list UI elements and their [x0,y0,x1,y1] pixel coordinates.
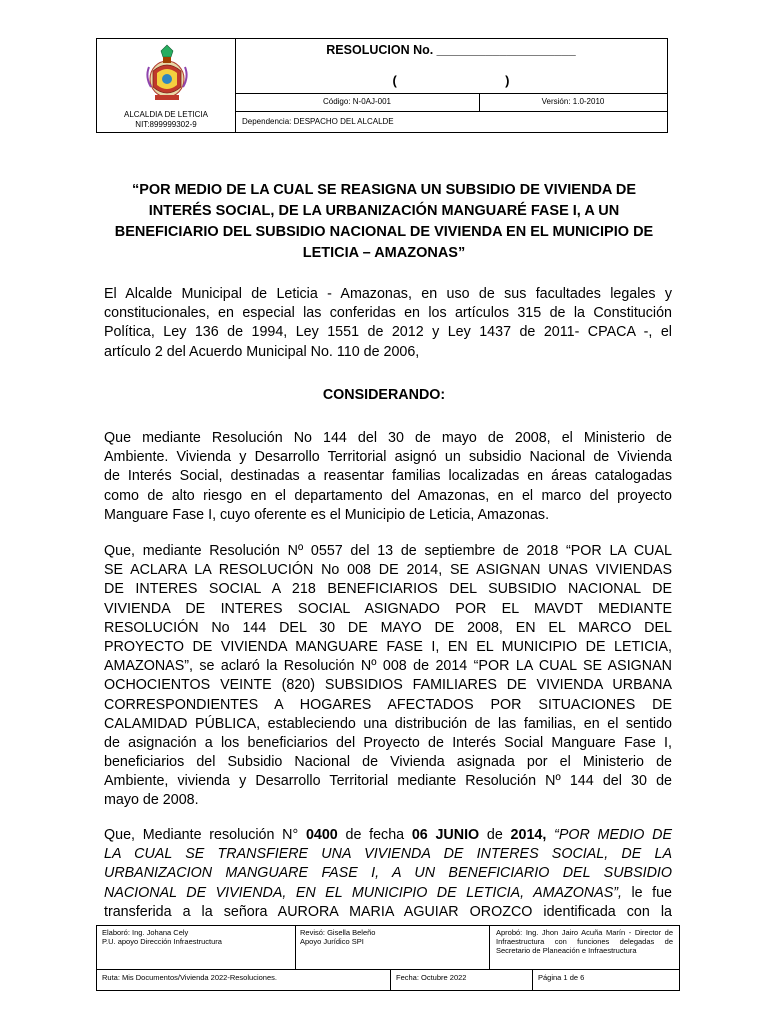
text-run: de fecha [337,827,412,843]
dependency: Dependencia: DESPACHO DEL ALCALDE [242,117,394,126]
text-line: CORRESPONDIENTES A HOGARES AFECTADOS POR SITUACIONES DE [104,696,672,713]
text-line: CALAMIDAD PÚBLICA, estableciendo una distribución de las familias, en el sentido [104,715,672,732]
quote-italic: “POR MEDIO DE [546,827,672,843]
title-line: BENEFICIARIO DEL SUBSIDIO NACIONAL DE VIVIENDA EN EL MUNICIPIO DE [114,224,654,240]
code-row [235,93,667,112]
text-line: RESOLUCIÓN No 144 DEL 30 DE MAYO DE 2008, EN EL MARCO DEL [104,619,672,636]
elaboro-cell [97,926,296,969]
paragraph-3 [104,826,672,922]
resolution-title [100,180,668,264]
text-line: como de alto riesgo en el departamento del Amazonas, en el marco del proyecto [104,487,672,504]
document-code: Código: N-0AJ-001 [235,93,480,111]
reviso-name: Revisó: Gisella Beleño [300,928,376,937]
text-line: SE ACLARA LA RESOLUCIÓN No 008 DE 2014, SE ASIGNAN UNAS VIVIENDAS [104,562,672,579]
text-line: beneficiarios del Subsidio Nacional de Vivienda asignada por el Ministerio de [104,754,672,771]
elaboro-name: Elaboró: Ing. Johana Cely [102,928,189,937]
elaboro-role: P.U. apoyo Dirección Infraestructura [102,937,222,946]
reviso-cell [296,926,490,969]
text-line: Ambiente, vivienda y Desarrollo Territorial mediante Resolución Nº 144 del 30 de [104,773,672,790]
resolution-number-bold: 0400 [305,827,338,843]
text-line: Ambiente. Vivienda y Desarrollo Territorial asignó un subsidio Nacional de Vivienda [104,449,672,466]
municipal-seal-icon [143,43,191,103]
considerando-heading: CONSIDERANDO: [322,387,446,403]
document-footer [96,925,680,991]
title-line: “POR MEDIO DE LA CUAL SE REASIGNA UN SUBSIDIO DE VIVIENDA DE [131,182,637,198]
text-line: Política, Ley 136 de 1994, Ley 1551 de 2012 y Ley 1437 de 2011- CPACA -, el [104,324,672,341]
paragraph-2 [104,542,672,811]
text-line: OCHOCIENTOS VEINTE (820) SUBSIDIOS FAMILIARES DE VIVIENDA URBANA [104,677,672,694]
text-run: Que, Mediante resolución N° [104,827,306,843]
quote-italic: NACIONAL DE VIVIENDA, EN EL MUNICIPIO DE LETICIA, AMAZONAS”, [104,884,623,901]
text-line: Que, mediante Resolución Nº 0557 del 13 de septiembre de 2018 “POR LA CUAL [104,543,672,559]
text-line: transferida a la señora AURORA MARIA AGUIAR OROZCO identificada con la [104,903,672,920]
title-line: LETICIA – AMAZONAS” [302,245,466,261]
text-line: El Alcalde Municipal de Leticia - Amazonas, en uso de sus facultades legales y [104,286,672,302]
text-line: VIVIENDA DE INTERES SOCIAL ASIGNADO POR EL MAVDT MEDIANTE [104,600,672,617]
text-line: artículo 2 del Acuerdo Municipal No. 110 de 2006, [104,343,420,360]
text-line: DE INTERES SOCIAL A 218 BENEFICIARIOS DEL SUBSIDIO NACIONAL DE [104,581,672,598]
text-line [104,845,672,864]
document-header [96,38,668,133]
text-line: PROYECTO DE VIVIENDA MANGUARE FASE I, EN EL MUNICIPIO DE LETICIA, [104,638,672,655]
aprobo-cell: Aprobó: Ing. Jhon Jairo Acuña Marín - Director de Infraestructura con funciones delegadas de Secretario de Planeación e Infraestructura [496,928,673,955]
intro-paragraph [104,285,672,362]
footer-date: Fecha: Octubre 2022 [391,970,533,991]
resolution-row [235,39,667,94]
date-bold: 06 JUNIO [411,827,480,843]
text-run: de [479,827,511,843]
text-line [104,864,672,883]
text-line: Que mediante Resolución No 144 del 30 de mayo de 2008, el Ministerio de [104,430,672,446]
text-line: AMAZONAS”, se aclaró la Resolución Nº 008 de 2014 “POR LA CUAL SE ASIGNAN [104,658,672,675]
text-line: de asignación a los beneficiarios del Proyecto de Interés Social Manguare Fase I, [104,734,672,751]
file-path: Ruta: Mis Documentos/Vivienda 2022-Resoluciones. [97,970,391,991]
title-line: INTERÉS SOCIAL, DE LA URBANIZACIÓN MANGUARÉ FASE I, A UN [148,203,620,219]
footer-meta-row [97,969,679,991]
text-line [104,884,672,903]
document-version: Versión: 1.0-2010 [541,97,605,106]
paragraph-1 [104,429,672,525]
resolution-number: RESOLUCION No. ____________________ [326,43,576,57]
text-line [104,826,672,845]
text-run: le fue [622,884,672,901]
org-nit: NIT:899999302-9 [135,120,197,129]
quote-italic: URBANIZACION MANGUARE FASE I, A UN BENEFICIARIO DEL SUBSIDIO [104,865,672,882]
org-name: ALCALDIA DE LETICIA [123,110,209,119]
text-line: de Interés Social, destinadas a reasentar familias localizadas en áreas catalogadas [104,468,672,485]
page-number: Página 1 de 6 [538,973,585,982]
reviso-role: Apoyo Jurídico SPI [300,937,364,946]
logo-cell [97,39,236,132]
year-bold: 2014, [510,827,547,843]
resolution-parentheses: ( ) [392,73,510,88]
text-line: Manguare Fase I, cuyo oferente es el Municipio de Leticia, Amazonas. [104,506,550,523]
text-line: constitucionales, en especial las conferidas en los artículos 315 de la Constitución [104,305,672,322]
text-line: mayo de 2008. [104,792,199,809]
quote-italic: LA CUAL SE TRANSFIERE UNA VIVIENDA DE INTERES SOCIAL, DE LA [104,846,672,863]
